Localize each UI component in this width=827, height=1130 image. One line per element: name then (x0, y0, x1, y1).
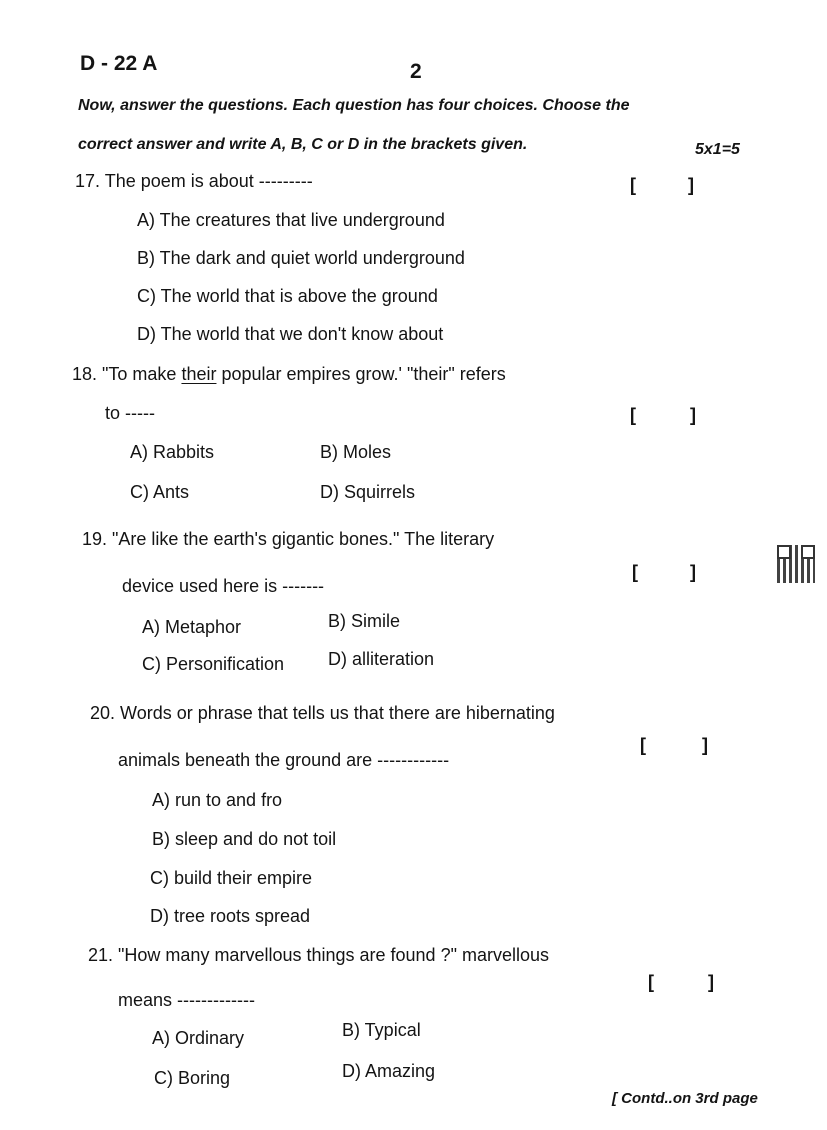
option-c: C) Personification (142, 654, 285, 674)
paper-code: D - 22 A (80, 52, 158, 75)
option-d: D) Squirrels (320, 482, 416, 502)
qr-code-icon (777, 545, 815, 583)
answer-bracket-open: [ (630, 175, 636, 195)
page-number: 2 (410, 60, 422, 83)
option-a: A) The creatures that live underground (137, 210, 445, 230)
answer-bracket-open: [ (630, 405, 636, 425)
underlined-word: their (181, 364, 217, 384)
answer-bracket-close: ] (690, 405, 696, 425)
question-stem: 19. "Are like the earth's gigantic bones." The literary (82, 529, 495, 549)
stem-part: 18. "To make (72, 364, 182, 384)
answer-bracket-close: ] (708, 972, 714, 992)
answer-bracket-close: ] (690, 562, 696, 582)
question-stem-continued: device used here is ------- (122, 576, 325, 596)
stem-part: popular empires grow.' "their" refers (216, 364, 506, 384)
option-c: C) The world that is above the ground (137, 286, 438, 306)
question-stem-continued: means ------------- (118, 990, 255, 1010)
option-c: C) Ants (130, 482, 190, 502)
option-b: B) sleep and do not toil (152, 829, 337, 849)
option-a: A) run to and fro (152, 790, 283, 810)
instruction-line-2: correct answer and write A, B, C or D in the brackets given. (78, 136, 528, 153)
option-d: D) tree roots spread (150, 906, 311, 926)
answer-bracket-open: [ (632, 562, 638, 582)
option-a: A) Ordinary (152, 1028, 245, 1048)
question-stem: 17. The poem is about --------- (75, 171, 313, 191)
question-stem: 20. Words or phrase that tells us that there are hibernating (90, 703, 555, 723)
option-b: B) Typical (342, 1020, 421, 1040)
answer-bracket-open: [ (648, 972, 654, 992)
continued-note: [ Contd..on 3rd page (612, 1090, 758, 1107)
instruction-line-1: Now, answer the questions. Each question has four choices. Choose the (78, 97, 630, 114)
option-d: D) alliteration (328, 649, 435, 669)
question-stem-continued: animals beneath the ground are ------------ (118, 750, 450, 770)
answer-bracket-close: ] (702, 735, 708, 755)
question-stem (72, 364, 506, 385)
option-d: D) The world that we don't know about (137, 324, 444, 344)
question-stem-continued: to ----- (105, 403, 155, 423)
option-a: A) Metaphor (142, 617, 242, 637)
option-d: D) Amazing (342, 1061, 436, 1081)
option-b: B) The dark and quiet world underground (137, 248, 465, 268)
answer-bracket-open: [ (640, 735, 646, 755)
option-b: B) Moles (320, 442, 392, 462)
option-a: A) Rabbits (130, 442, 215, 462)
option-b: B) Simile (328, 611, 401, 631)
option-c: C) build their empire (150, 868, 313, 888)
option-c: C) Boring (154, 1068, 231, 1088)
question-stem: 21. "How many marvellous things are found ?" marvellous (88, 945, 549, 965)
answer-bracket-close: ] (688, 175, 694, 195)
marks-allocation: 5x1=5 (695, 141, 740, 158)
